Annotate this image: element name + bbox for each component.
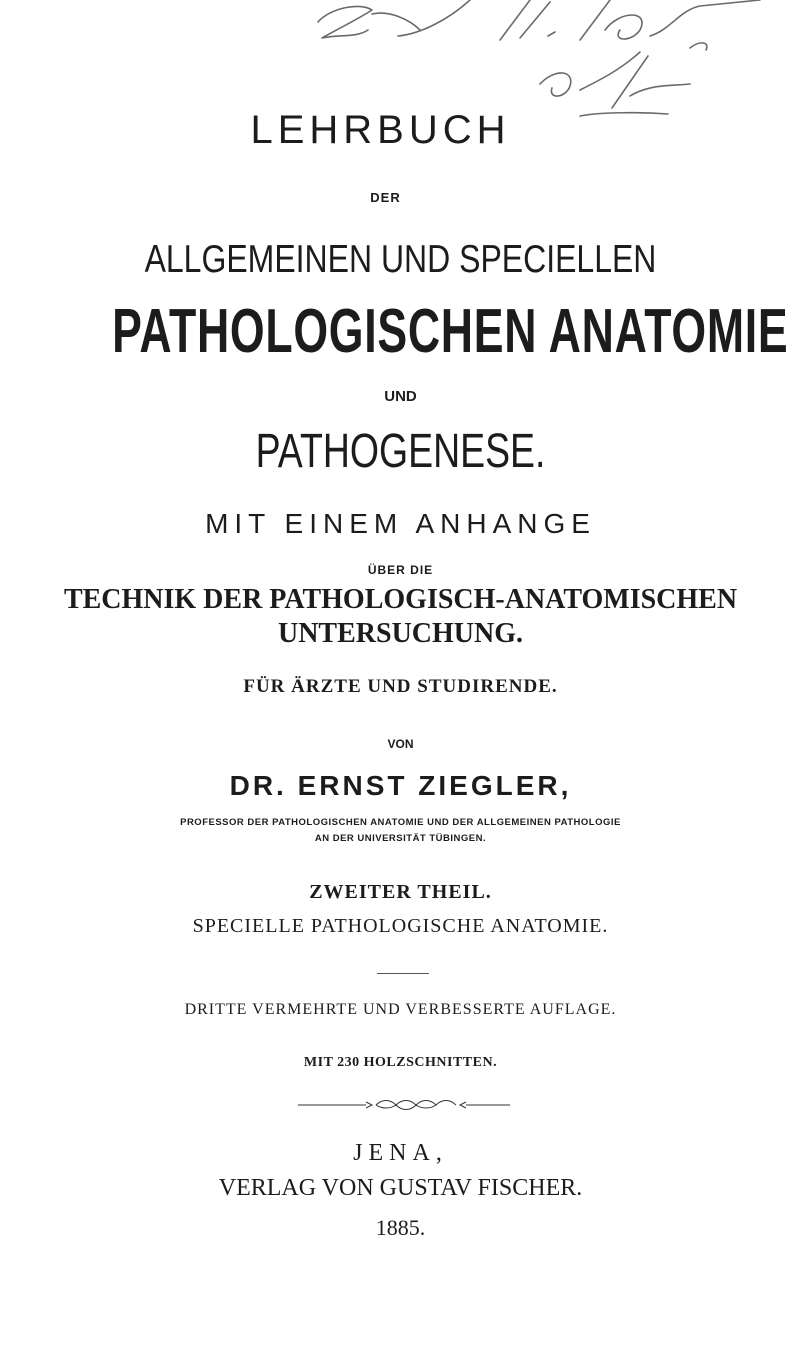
pathogenese-title: PATHOGENESE. <box>255 425 546 478</box>
der-line: DER <box>370 190 401 205</box>
lehrbuch-heading: LEHRBUCH <box>250 108 511 152</box>
volume-subtitle: SPECIELLE PATHOLOGISCHE ANATOMIE. <box>192 915 609 937</box>
main-title: PATHOLOGISCHEN ANATOMIE <box>112 297 789 366</box>
volume-line: ZWEITER THEIL. <box>309 881 492 903</box>
city-line: JENA, <box>353 1140 448 1166</box>
year-line: 1885. <box>375 1215 426 1240</box>
short-divider <box>377 973 429 974</box>
anhange-line: MIT EINEM ANHANGE <box>205 508 596 539</box>
technik-line: TECHNIK DER PATHOLOGISCH-ANATOMISCHEN <box>63 584 738 615</box>
publisher-line: VERLAG VON GUSTAV FISCHER. <box>218 1175 583 1201</box>
woodcuts-line: MIT 230 HOLZSCHNITTEN. <box>303 1055 498 1070</box>
ueber-die-line: ÜBER DIE <box>367 563 434 577</box>
audience-line: FÜR ÄRZTE UND STUDIRENDE. <box>243 676 558 697</box>
von-line: VON <box>387 737 414 751</box>
author-name: DR. ERNST ZIEGLER, <box>229 770 572 801</box>
ornamental-divider <box>0 1097 801 1113</box>
affiliation-line-1: PROFESSOR DER PATHOLOGISCHEN ANATOMIE UND DER ALLGEMEINEN PATHOLOGIE <box>180 817 621 828</box>
allgemeinen-line: ALLGEMEINEN UND SPECIELLEN <box>144 238 657 281</box>
untersuchung-line: UNTERSUCHUNG. <box>277 618 524 649</box>
affiliation-line-2: AN DER UNIVERSITÄT TÜBINGEN. <box>314 833 487 844</box>
edition-line: DRITTE VERMEHRTE UND VERBESSERTE AUFLAGE. <box>184 1001 617 1018</box>
handwritten-inscription <box>0 0 801 200</box>
und-line: UND <box>384 388 417 405</box>
